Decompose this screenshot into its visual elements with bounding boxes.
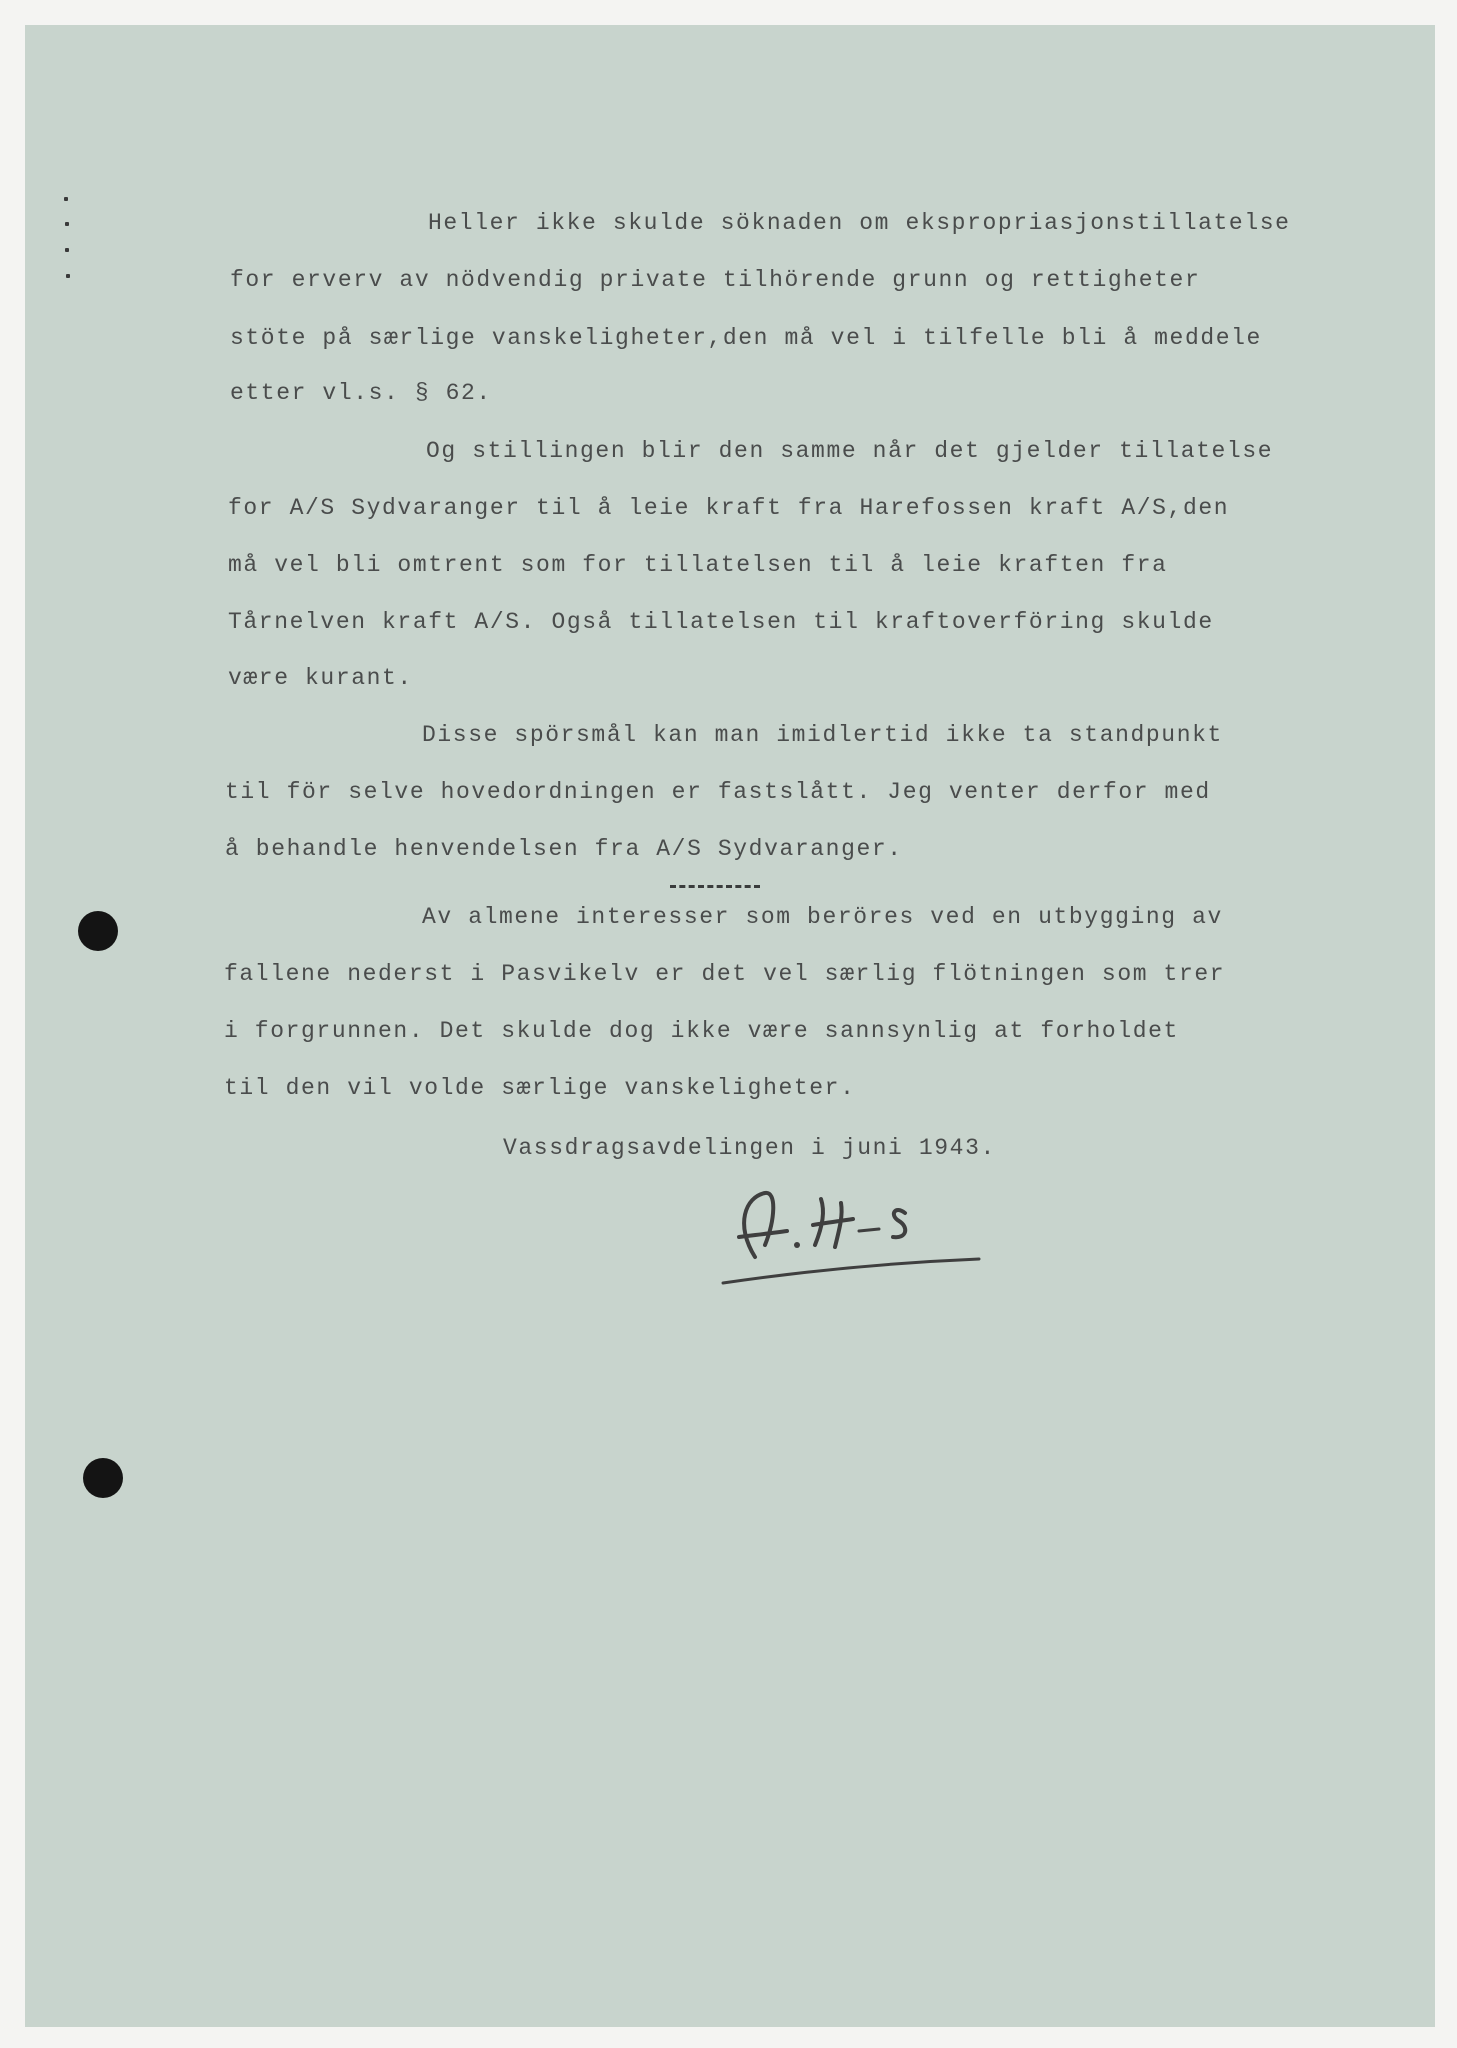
body-line: være kurant. (228, 665, 413, 691)
body-line: Tårnelven kraft A/S. Også tillatelsen til kraftoverföring skulde (228, 609, 1214, 635)
body-line: etter vl.s. § 62. (230, 380, 492, 406)
margin-mark (66, 274, 70, 278)
body-line: til den vil volde særlige vanskeligheter. (224, 1075, 856, 1101)
body-line: i forgrunnen. Det skulde dog ikke være sannsynlig at forholdet (224, 1018, 1179, 1044)
punch-hole (78, 911, 118, 951)
body-line: Og stillingen blir den samme når det gjelder tillatelse (426, 438, 1274, 464)
margin-mark (64, 197, 68, 201)
body-line: Av almene interesser som beröres ved en utbygging av (422, 904, 1223, 930)
body-line: Heller ikke skulde söknaden om ekspropriasjonstillatelse (428, 210, 1291, 236)
body-line: stöte på særlige vanskeligheter,den må vel i tilfelle bli å meddele (230, 325, 1262, 351)
body-line: å behandle henvendelsen fra A/S Sydvaranger. (225, 836, 903, 862)
margin-mark (65, 222, 69, 226)
body-line: for A/S Sydvaranger til å leie kraft fra Harefossen kraft A/S,den (228, 495, 1230, 521)
body-line: må vel bli omtrent som for tillatelsen til å leie kraften fra (228, 552, 1168, 578)
document-page (25, 25, 1435, 2027)
body-line: fallene nederst i Pasvikelv er det vel særlig flötningen som trer (224, 961, 1226, 987)
body-line: for erverv av nödvendig private tilhörende grunn og rettigheter (230, 267, 1201, 293)
body-line: til för selve hovedordningen er fastslått. Jeg venter derfor med (225, 779, 1211, 805)
signature (695, 1175, 985, 1305)
margin-mark (65, 248, 69, 252)
separator-line (670, 885, 760, 888)
dateline: Vassdragsavdelingen i juni 1943. (503, 1135, 996, 1161)
punch-hole (83, 1458, 123, 1498)
body-line: Disse spörsmål kan man imidlertid ikke ta standpunkt (422, 722, 1223, 748)
